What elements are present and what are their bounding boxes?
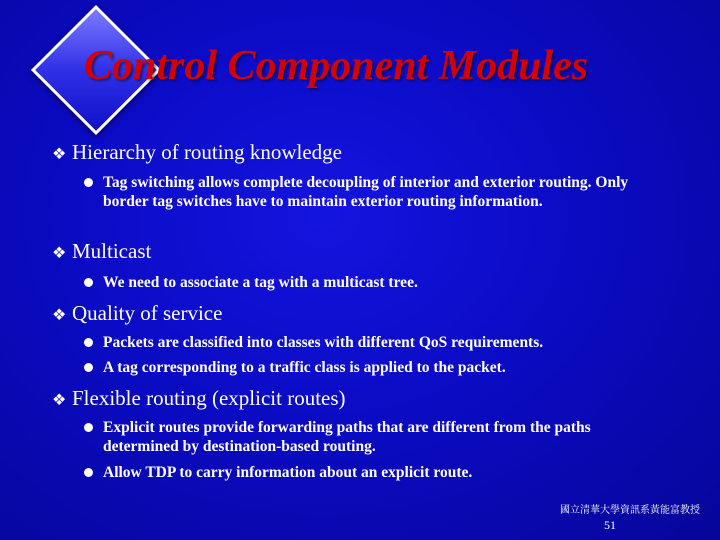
filled-circle-bullet-icon — [84, 363, 93, 372]
section-heading-hierarchy — [52, 140, 342, 165]
section-heading-text: Quality of service — [72, 301, 223, 325]
filled-circle-bullet-icon — [84, 468, 93, 477]
diamond-checkmark-bullet-icon: ❖ — [52, 307, 67, 324]
bullet-item — [84, 333, 644, 352]
filled-circle-bullet-icon — [84, 178, 93, 187]
filled-circle-bullet-icon — [84, 338, 93, 347]
bullet-item — [84, 463, 644, 482]
section-heading-text: Flexible routing (explicit routes) — [72, 386, 346, 410]
bullet-text: Tag switching allows complete decoupling of interior and exterior routing. Only border tag switches have to maintain exterior routing information. — [103, 174, 629, 210]
section-heading-flexible-routing — [52, 386, 346, 411]
bullet-item — [84, 273, 644, 292]
section-heading-text: Multicast — [72, 239, 152, 263]
bullet-item — [84, 358, 644, 377]
footer-credit: 國立清華大學資訊系黃能富教授 — [560, 505, 700, 516]
bullet-text: Packets are classified into classes with different QoS requirements. — [103, 334, 544, 351]
bullet-text: We need to associate a tag with a multicast tree. — [103, 274, 418, 291]
bullet-item — [84, 173, 644, 211]
page-number: 51 — [604, 518, 616, 532]
slide-footer — [560, 504, 700, 532]
bullet-text: Allow TDP to carry information about an explicit route. — [103, 464, 473, 481]
diamond-checkmark-bullet-icon: ❖ — [52, 245, 67, 262]
slide-title: Control Component Modules — [84, 43, 589, 89]
bullet-item — [84, 418, 644, 456]
section-heading-qos — [52, 301, 222, 326]
diamond-checkmark-bullet-icon: ❖ — [52, 146, 67, 163]
diamond-checkmark-bullet-icon: ❖ — [52, 392, 67, 409]
filled-circle-bullet-icon — [84, 423, 93, 432]
section-heading-text: Hierarchy of routing knowledge — [72, 140, 342, 164]
bullet-text: Explicit routes provide forwarding paths that are different from the paths determined by destination-based routing. — [103, 419, 591, 455]
filled-circle-bullet-icon — [84, 278, 93, 287]
bullet-text: A tag corresponding to a traffic class is applied to the packet. — [103, 359, 506, 376]
section-heading-multicast — [52, 239, 151, 264]
